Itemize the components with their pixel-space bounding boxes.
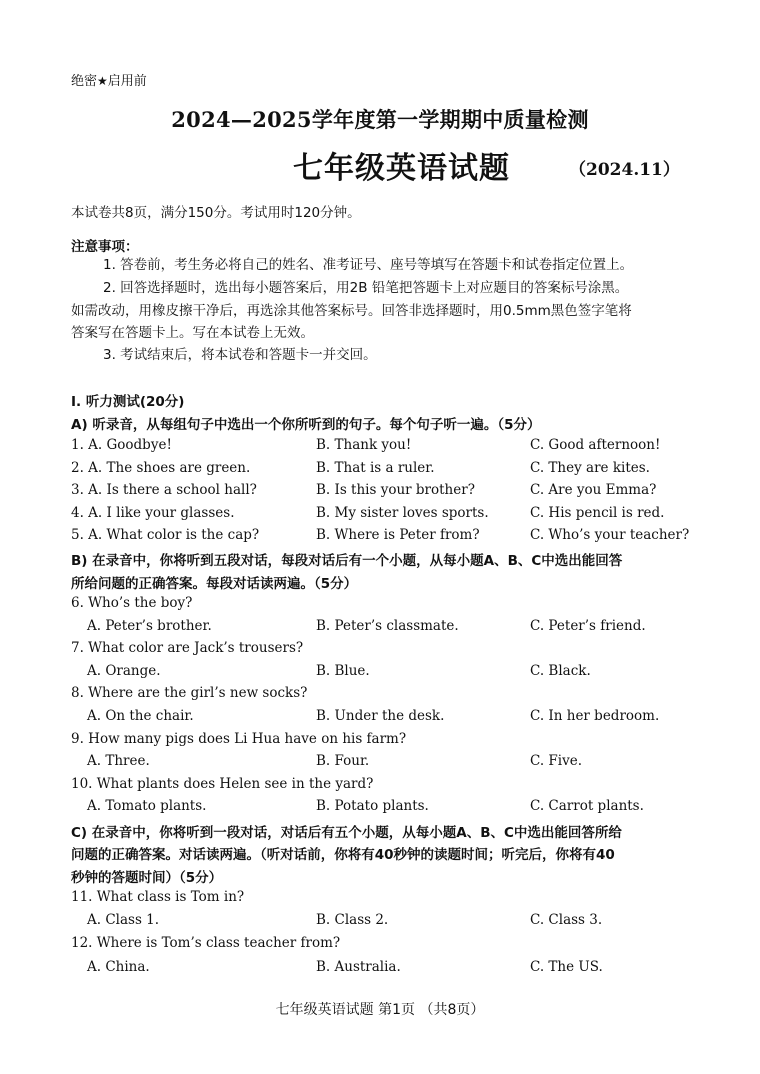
question-options (0, 798, 760, 820)
option-a: 5. A. What color is the cap? (71, 527, 260, 543)
option-b: B. Thank you! (316, 437, 412, 453)
question-options (0, 959, 760, 981)
option-a: 4. A. I like your glasses. (71, 505, 235, 521)
part-a-instructions: A) 听录音，从每组句子中选出一个你所听到的句子。每个句子听一遍。（5分） (71, 417, 541, 433)
question-row (0, 437, 760, 459)
option-b: B. Under the desk. (316, 708, 445, 724)
option-a: A. Class 1. (87, 912, 160, 928)
option-c: C. Class 3. (530, 912, 603, 928)
page-footer: 七年级英语试题 第1页 （共8页） (275, 1002, 485, 1018)
option-b: B. That is a ruler. (316, 460, 435, 476)
exam-subtitle: 七年级英语试题 (293, 151, 510, 186)
notes-heading: 注意事项： (71, 239, 139, 255)
option-c: C. Who’s your teacher? (530, 527, 690, 543)
part-b-instructions: B) 在录音中，你将听到五段对话，每段对话后有一个小题，从每小题A、B、C中选出能回答 (71, 553, 623, 569)
option-c: C. Carrot plants. (530, 798, 644, 814)
option-a: A. Three. (87, 753, 150, 769)
option-c: C. Five. (530, 753, 583, 769)
question-text: 12. Where is Tom’s class teacher from? (71, 935, 341, 951)
question-options (0, 753, 760, 775)
option-b: B. Is this your brother? (316, 482, 475, 498)
option-c: C. The US. (530, 959, 603, 975)
question-text: 10. What plants does Helen see in the yard? (71, 776, 374, 792)
question-stem (0, 640, 760, 662)
option-c: C. Good afternoon! (530, 437, 661, 453)
option-a: A. Peter’s brother. (87, 618, 212, 634)
question-text: 7. What color are Jack’s trousers? (71, 640, 304, 656)
note-1: 1. 答卷前，考生务必将自己的姓名、准考证号、座号等填写在答题卡和试卷指定位置上。 (103, 257, 634, 273)
question-row (0, 527, 760, 549)
intro-text: 本试卷共8页，满分150分。考试用时120分钟。 (71, 205, 361, 221)
question-options (0, 912, 760, 934)
section-title: I. 听力测试(20分) (71, 394, 185, 410)
exam-title: 2024—2025学年度第一学期期中质量检测 (171, 107, 589, 132)
question-options (0, 618, 760, 640)
part-c-instructions: C) 在录音中，你将听到一段对话，对话后有五个小题，从每小题A、B、C中选出能回答所给 (71, 825, 622, 841)
note-3: 3. 考试结束后，将本试卷和答题卡一并交回。 (103, 347, 377, 363)
option-b: B. Four. (316, 753, 370, 769)
confidential-label (71, 70, 147, 89)
question-stem (0, 685, 760, 707)
option-c: C. His pencil is red. (530, 505, 665, 521)
question-stem (0, 595, 760, 617)
question-text: 8. Where are the girl’s new socks? (71, 685, 308, 701)
option-b: B. Blue. (316, 663, 370, 679)
option-b: B. Where is Peter from? (316, 527, 480, 543)
confidential-tail: 启用前 (107, 74, 147, 89)
option-a: A. Orange. (87, 663, 161, 679)
question-row (0, 460, 760, 482)
option-a: 3. A. Is there a school hall? (71, 482, 257, 498)
option-a: A. China. (87, 959, 150, 975)
option-c: C. Are you Emma? (530, 482, 657, 498)
question-text: 11. What class is Tom in? (71, 889, 245, 905)
question-stem (0, 935, 760, 957)
option-a: A. On the chair. (87, 708, 194, 724)
option-b: B. Peter’s classmate. (316, 618, 459, 634)
question-row (0, 482, 760, 504)
part-c-instructions-cont: 问题的正确答案。对话读两遍。（听对话前，你将有40秒钟的读题时间；听完后，你将有40 (71, 847, 615, 863)
question-text: 9. How many pigs does Li Hua have on his farm? (71, 731, 407, 747)
exam-date: （2024.11） (569, 160, 680, 180)
note-2-cont2: 答案写在答题卡上。写在本试卷上无效。 (71, 325, 314, 341)
part-b-instructions-cont: 所给问题的正确答案。每段对话读两遍。（5分） (71, 576, 358, 592)
option-b: B. Potato plants. (316, 798, 429, 814)
note-2: 2. 回答选择题时，选出每小题答案后，用2B 铅笔把答题卡上对应题目的答案标号涂黑。 (103, 280, 629, 296)
option-c: C. In her bedroom. (530, 708, 660, 724)
question-row (0, 505, 760, 527)
option-c: C. They are kites. (530, 460, 650, 476)
part-c-instructions-cont2: 秒钟的答题时间）（5分） (71, 870, 223, 886)
option-a: A. Tomato plants. (87, 798, 207, 814)
question-options (0, 663, 760, 685)
option-b: B. Australia. (316, 959, 401, 975)
option-b: B. My sister loves sports. (316, 505, 489, 521)
star-icon: ★ (97, 74, 108, 88)
option-c: C. Peter’s friend. (530, 618, 646, 634)
option-a: 2. A. The shoes are green. (71, 460, 251, 476)
question-text: 6. Who’s the boy? (71, 595, 193, 611)
option-c: C. Black. (530, 663, 591, 679)
question-stem (0, 889, 760, 911)
confidential-text: 绝密 (71, 74, 98, 89)
option-a: 1. A. Goodbye! (71, 437, 172, 453)
question-options (0, 708, 760, 730)
note-2-cont: 如需改动，用橡皮擦干净后，再选涂其他答案标号。回答非选择题时，用0.5mm黑色签字笔将 (71, 303, 632, 319)
option-b: B. Class 2. (316, 912, 389, 928)
question-stem (0, 731, 760, 753)
question-stem (0, 776, 760, 798)
